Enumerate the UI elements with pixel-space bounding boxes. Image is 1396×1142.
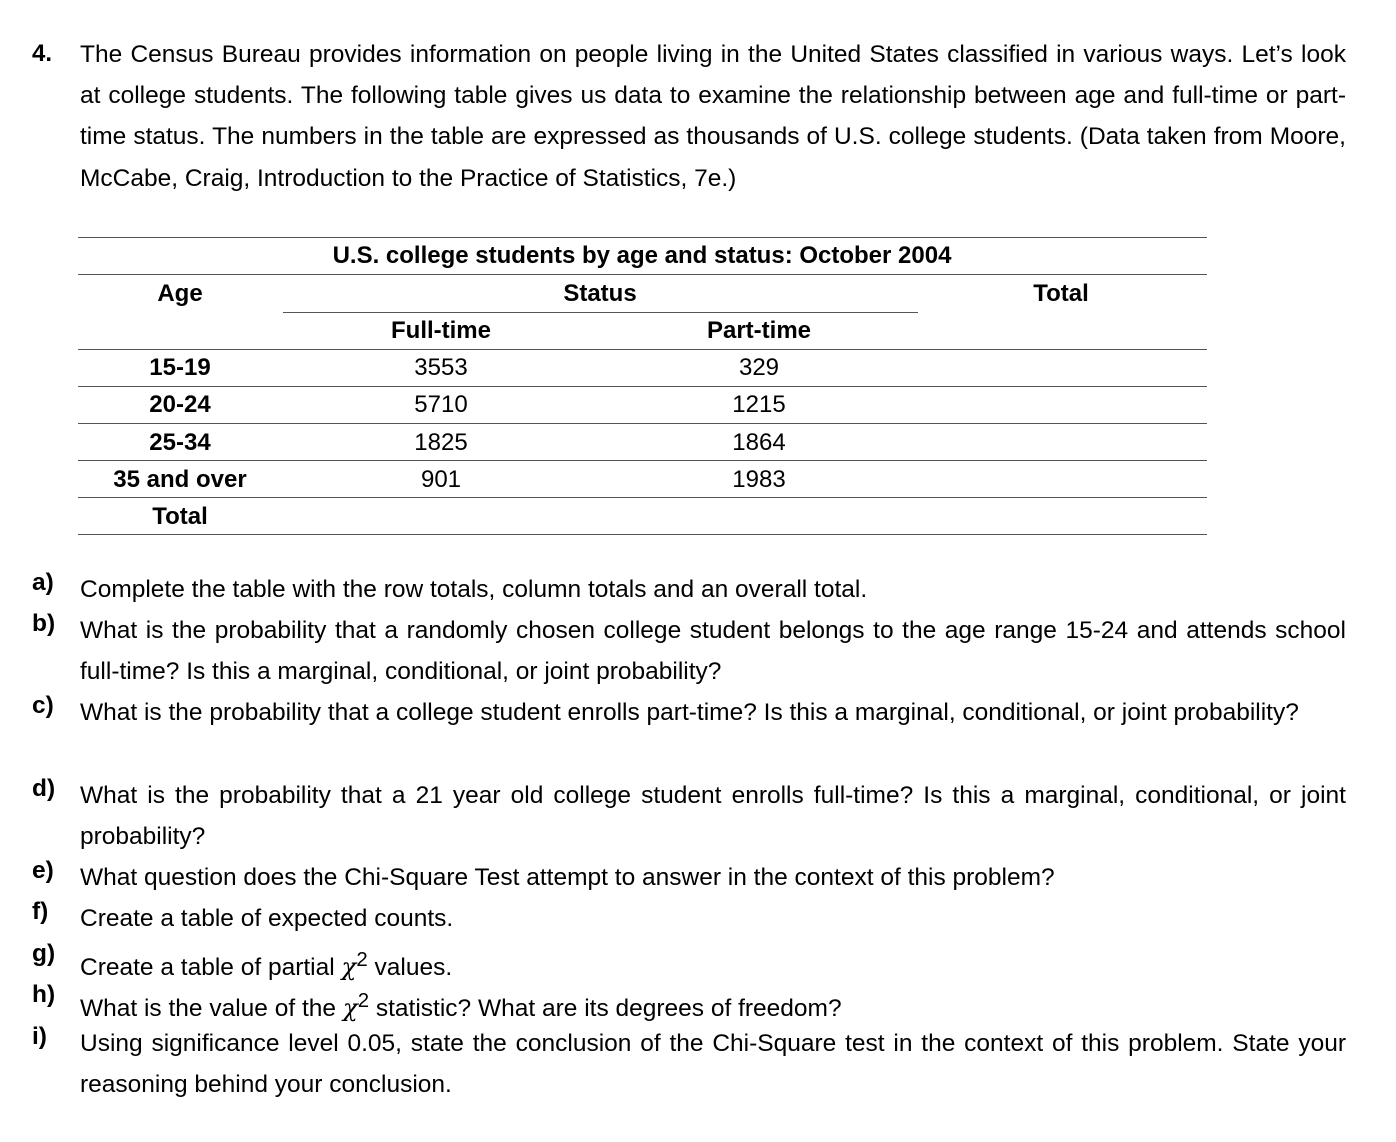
status-rule [283, 312, 918, 313]
row-age: 20-24 [149, 391, 211, 418]
text: statistic? What are its degrees of freedom? [369, 995, 842, 1023]
question-text: Complete the table with the row totals, column totals and an overall total. [80, 576, 868, 603]
chi-symbol: χ [342, 993, 358, 1023]
question-text: Create a table of expected counts. [80, 905, 454, 932]
question-label: f) [32, 898, 49, 925]
rule [78, 349, 1207, 350]
chi-symbol: χ [341, 952, 357, 982]
question-label: c) [32, 692, 54, 719]
question-label: a) [32, 569, 54, 596]
superscript: 2 [357, 990, 370, 1012]
problem-text: The Census Bureau provides information on people living in the United States classified in various ways. Let’s look at college students. The following table gives us data to examine the relationship between age and full-time or part-time status. The numbers in the table are expressed as thousands of U.S. college students. (Data taken from Moore, McCabe, Craig, Introduction to the Practice of Statistics, 7e.) [80, 41, 1346, 192]
question-label: h) [32, 981, 56, 1008]
rule [78, 497, 1207, 498]
rule [78, 386, 1207, 387]
fulltime-header: Full-time [391, 317, 491, 344]
rule [78, 423, 1207, 424]
question-text: What question does the Chi-Square Test attempt to answer in the context of this problem? [80, 864, 1055, 891]
row-age: 25-34 [149, 429, 211, 456]
question-label: g) [32, 940, 56, 967]
question-label: d) [32, 775, 56, 802]
rule [78, 460, 1207, 461]
status-header: Status [563, 280, 637, 307]
rule [78, 237, 1207, 238]
total-row-label: Total [152, 503, 208, 530]
row-full: 901 [420, 466, 462, 493]
row-part: 1983 [732, 466, 786, 493]
row-full: 3553 [414, 354, 468, 381]
table-title: U.S. college students by age and status: October 2004 [332, 242, 952, 269]
row-full: 5710 [414, 391, 468, 418]
text: values. [367, 954, 453, 982]
question-label: b) [32, 610, 56, 637]
row-part: 1864 [732, 429, 786, 456]
superscript: 2 [356, 949, 368, 971]
age-header: Age [157, 280, 203, 307]
text: What is the value of the [80, 995, 343, 1023]
problem-number: 4. [32, 40, 53, 67]
text: Create a table of partial [80, 954, 342, 982]
rule [78, 274, 1207, 275]
question-text: Using significance level 0.05, state the conclusion of the Chi-Square test in the context of this problem. State your reasoning behind your conclusion. [80, 1030, 1346, 1099]
row-full: 1825 [414, 429, 468, 456]
row-part: 1215 [732, 391, 786, 418]
question-label: i) [32, 1023, 47, 1050]
total-header: Total [1033, 280, 1089, 307]
row-part: 329 [738, 354, 780, 381]
question-text: What is the probability that a randomly chosen college student belongs to the age range 15-24 and attends school full-time? Is this a marginal, conditional, or joint probability? [80, 617, 1346, 686]
rule [78, 534, 1207, 535]
question-label: e) [32, 857, 54, 884]
row-age: 35 and over [113, 466, 247, 493]
parttime-header: Part-time [706, 317, 812, 344]
question-text: What is the probability that a 21 year old college student enrolls full-time? Is this a marginal, conditional, or joint probability? [80, 782, 1346, 851]
row-age: 15-19 [149, 354, 211, 381]
question-text: What is the probability that a college student enrolls part-time? Is this a marginal, conditional, or joint probability? [80, 699, 1299, 726]
